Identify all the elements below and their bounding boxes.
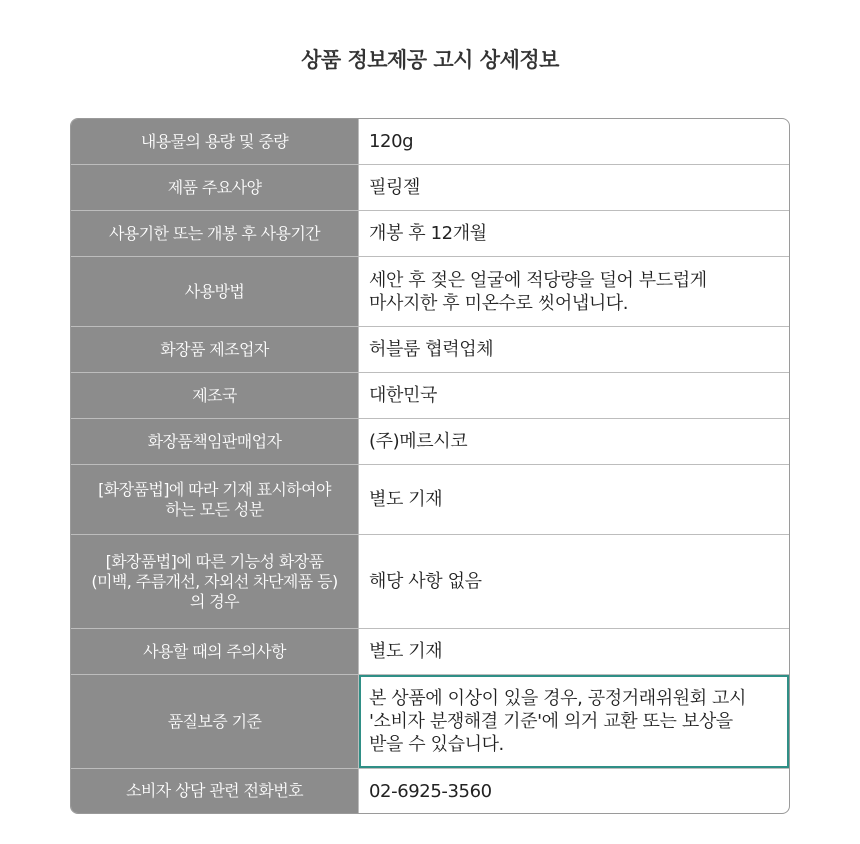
row-value: 세안 후 젖은 얼굴에 적당량을 덜어 부드럽게 마사지한 후 미온수로 씻어냅니다. bbox=[369, 269, 707, 314]
row-label: 제조국 bbox=[71, 373, 359, 418]
row-value: 대한민국 bbox=[369, 385, 437, 406]
table-row bbox=[71, 164, 789, 210]
row-label: [화장품법]에 따라 기재 표시하여야 하는 모든 성분 bbox=[71, 465, 359, 534]
row-label: 사용기한 또는 개봉 후 사용기간 bbox=[71, 211, 359, 256]
table-row bbox=[71, 674, 789, 768]
row-value: 필링젤 bbox=[369, 177, 420, 198]
page-title: 상품 정보제공 고시 상세정보 bbox=[301, 48, 559, 72]
row-label: 사용할 때의 주의사항 bbox=[71, 629, 359, 674]
row-value: 별도 기재 bbox=[369, 641, 443, 662]
row-value: 본 상품에 이상이 있을 경우, 공정거래위원회 고시 '소비자 분쟁해결 기준'에 의거 교환 또는 보상을 받을 수 있습니다. bbox=[359, 675, 789, 768]
row-label: 제품 주요사양 bbox=[71, 165, 359, 210]
row-label: 화장품 제조업자 bbox=[71, 327, 359, 372]
row-value: 허블룸 협력업체 bbox=[369, 339, 494, 360]
table-row bbox=[71, 768, 789, 813]
row-label: 사용방법 bbox=[71, 257, 359, 326]
row-label: 품질보증 기준 bbox=[71, 675, 359, 768]
row-label: 소비자 상담 관련 전화번호 bbox=[71, 769, 359, 813]
table-row bbox=[71, 464, 789, 534]
table-row bbox=[71, 628, 789, 674]
row-label: 내용물의 용량 및 중량 bbox=[71, 119, 359, 164]
table-row bbox=[71, 372, 789, 418]
table-row bbox=[71, 534, 789, 628]
table-row bbox=[71, 256, 789, 326]
row-value: 120g bbox=[369, 131, 414, 152]
row-value: 02-6925-3560 bbox=[369, 780, 492, 802]
table-row bbox=[71, 119, 789, 164]
table-row bbox=[71, 210, 789, 256]
row-label: [화장품법]에 따른 기능성 화장품 (미백, 주름개선, 자외선 차단제품 등) 의 경우 bbox=[71, 535, 359, 628]
product-info-table bbox=[70, 118, 790, 814]
table-row bbox=[71, 418, 789, 464]
row-value: (주)메르시코 bbox=[369, 431, 468, 452]
table-row bbox=[71, 326, 789, 372]
row-value: 별도 기재 bbox=[369, 489, 443, 510]
row-value: 개봉 후 12개월 bbox=[369, 223, 487, 244]
row-label: 화장품책임판매업자 bbox=[71, 419, 359, 464]
row-value: 해당 사항 없음 bbox=[369, 571, 482, 592]
